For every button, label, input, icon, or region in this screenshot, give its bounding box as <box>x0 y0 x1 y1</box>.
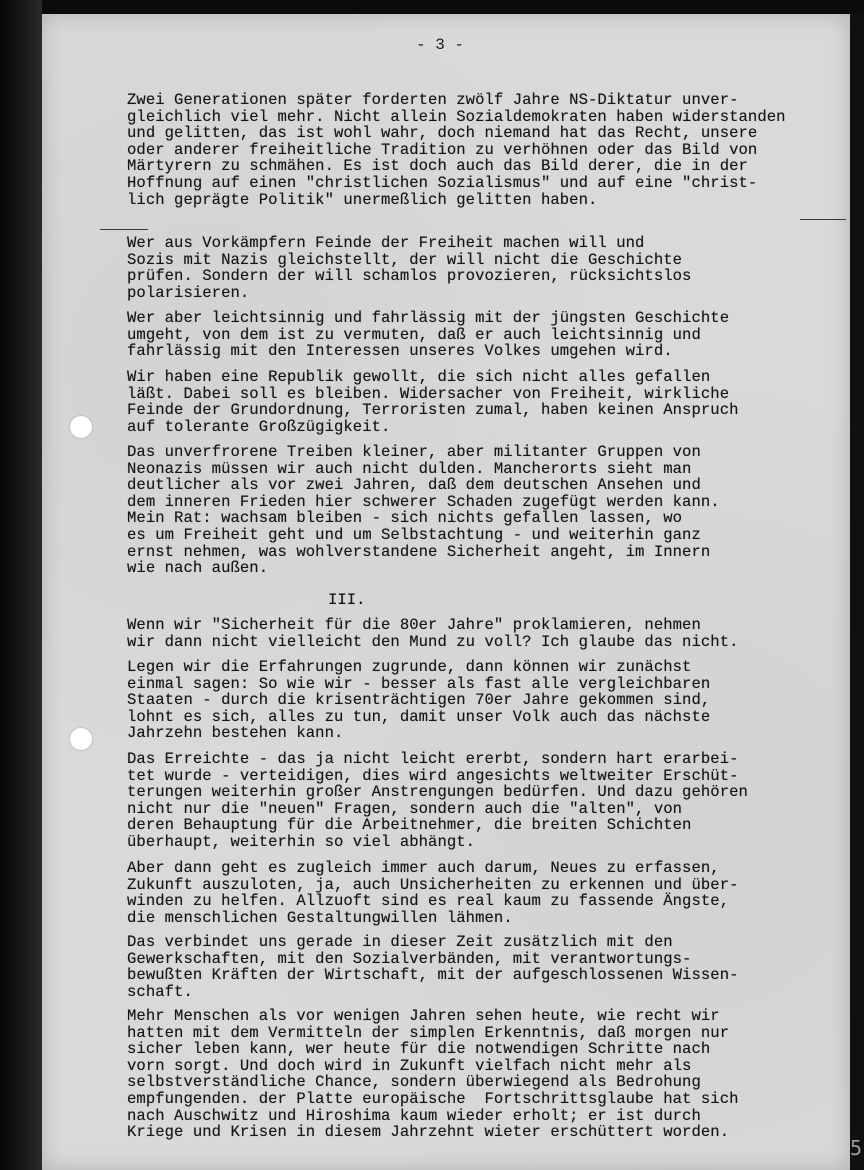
paragraph: Wer aus Vorkämpfern Feinde der Freiheit machen will und Sozis mit Nazis gleichstellt, der will nicht die Geschichte prüfen. Sondern der will schamlos provozieren, rücksichtslos polarisieren. <box>127 234 692 302</box>
paragraph: Mehr Menschen als vor wenigen Jahren sehen heute, wie recht wir hatten mit dem Vermitteln der simplen Erkenntnis, daß morgen nur sicher leben kann, wer heute für die notwendigen Schritte nach vorn sorgt. Und doch wird in Zukunft vielfach nicht mehr als selbstverständliche Chance, sondern überwiegend als Bedrohung empfungenden. der Platte europäische Fortschrittsglaube hat sich nach Auschwitz und Hiroshima kaum wieder erholt; er ist durch Kriege und Krisen in diesem Jahrzehnt wieter erschüttert worden. <box>127 1007 739 1142</box>
scan-background-left <box>0 0 42 1170</box>
section-heading: III. <box>328 591 366 609</box>
paragraph: Das verbindet uns gerade in dieser Zeit zusätzlich mit den Gewerkschaften, mit den Sozialverbänden, mit verantwortungs- bewußten Kräften der Wirtschaft, mit der aufgeschlossenen Wissen- schaft. <box>127 933 739 1001</box>
paragraph: Wenn wir "Sicherheit für die 80er Jahre" proklamieren, nehmen wir dann nicht vielleicht den Mund zu voll? Ich glaube das nicht. <box>127 616 739 651</box>
page-corner-mark: 5 <box>849 1136 862 1160</box>
punch-hole <box>70 728 92 750</box>
scan-background-right <box>850 14 864 1170</box>
paragraph: Das Erreichte - das ja nicht leicht ererbt, sondern hart erarbei- tet wurde - verteidigen, dies wird angesichts weltweiter Erschüt- terungen weiterhin großer Anstrengungen bedürfen. Und dazu gehören nicht nur die "neuen" Fragen, sondern auch die "alten", von deren Behauptung für die Arbeitnehmer, die breiten Schichten überhaupt, weiterhin so viel abhängt. <box>127 750 748 851</box>
margin-mark-left <box>100 229 148 230</box>
margin-mark-right <box>800 219 846 220</box>
paragraph: Aber dann geht es zugleich immer auch darum, Neues zu erfassen, Zukunft auszuloten, ja, auch Unsicherheiten zu erkennen und über- winden zu helfen. Allzuoft sind es real kaum zu fassende Ängste, die menschlichen Gestaltungwillen lähmen. <box>127 859 739 927</box>
page-number: - 3 - <box>415 36 464 54</box>
paragraph: Wer aber leichtsinnig und fahrlässig mit der jüngsten Geschichte umgeht, von dem ist zu vermuten, daß er auch leichtsinnig und fahrlässig mit den Interessen unseres Volkes umgehen wird. <box>127 309 730 361</box>
paragraph: Wir haben eine Republik gewollt, die sich nicht alles gefallen läßt. Dabei soll es bleiben. Widersacher von Freiheit, wirkliche Feinde der Grundordnung, Terroristen zumal, haben keinen Anspruch auf tolerante Großzügigkeit. <box>127 368 739 436</box>
paragraph: Legen wir die Erfahrungen zugrunde, dann können wir zunächst einmal sagen: So wie wir - besser als fast alle vergleichbaren Staaten - durch die krisenträchtigen 70er Jahre gekommen sind, lohnt es sich, alles zu tun, damit unser Volk auch das nächste Jahrzehn bestehen kann. <box>127 658 711 743</box>
paragraph: Das unverfrorene Treiben kleiner, aber militanter Gruppen von Neonazis müssen wir auch nicht dulden. Mancherorts sieht man deutlicher als vor zwei Jahren, daß dem deutschen Ansehen und dem inneren Frieden hier schwerer Schaden zugefügt werden kann. Mein Rat: wachsam bleiben - sich nichts gefallen lassen, wo es um Freiheit geht und um Selbstachtung - und weiterhin ganz ernst nehmen, was wohlverstandene Sicherheit angeht, im Innern wie nach außen. <box>127 443 720 578</box>
punch-hole <box>70 416 92 438</box>
paragraph: Zwei Generationen später forderten zwölf Jahre NS-Diktatur unver- gleichlich viel mehr. Nicht allein Sozialdemokraten haben widerstanden und gelitten, das ist wohl wahr, doch niemand hat das Recht, unsere oder anderer freiheitliche Tradition zu verhöhnen oder das Bild von Märtyrern zu schmähen. Es ist doch auch das Bild derer, die in der Hoffnung auf einen "christlichen Sozialismus" und auf eine "christ- lich geprägte Politik" unermeßlich gelitten haben. <box>127 91 786 209</box>
